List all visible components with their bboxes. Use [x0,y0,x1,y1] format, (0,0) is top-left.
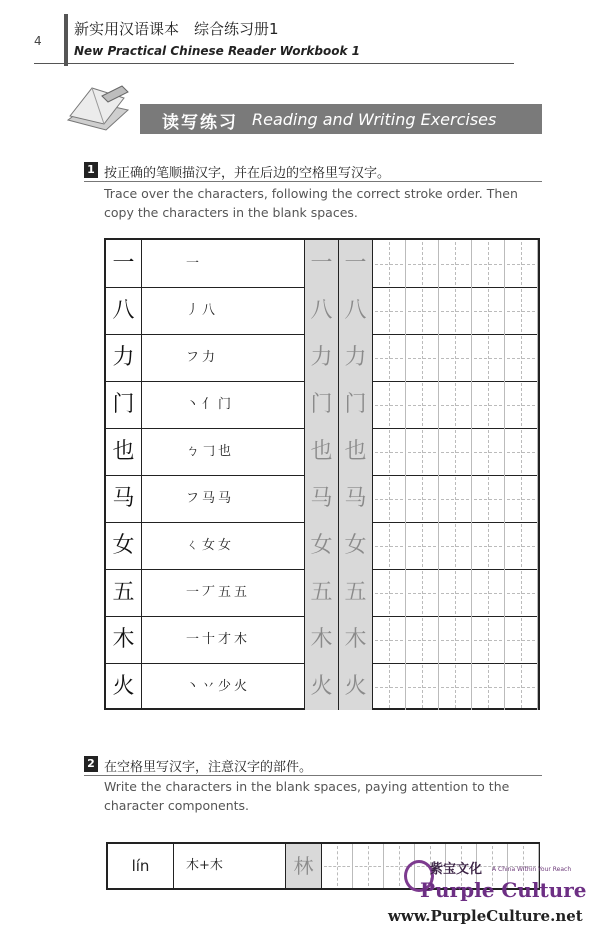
blank-writing-cell[interactable] [472,663,505,710]
trace-cell[interactable]: 林 [286,844,322,888]
watermark-name-cn: 紫宝文化 [430,862,483,877]
components-cell: 木+木 [174,844,286,888]
trace-cell[interactable]: 女 [339,522,373,569]
grid-row [106,522,538,570]
blank-writing-cell[interactable] [439,287,472,334]
trace-cell[interactable]: 五 [305,569,339,616]
grid-row [106,428,538,476]
stroke-order: 一丆五五 [142,569,305,616]
stroke-order: フ马马 [142,475,305,522]
pinyin-cell: lín [108,844,174,888]
model-character: 也 [106,428,142,475]
blank-writing-cell[interactable] [406,428,439,475]
trace-cell[interactable]: 门 [339,381,373,428]
stroke-order: ㄅ𠃌也 [142,428,305,475]
blank-writing-cell[interactable] [472,475,505,522]
trace-cell[interactable]: 一 [305,240,339,287]
exercise-instruction-en: Write the characters in the blank spaces, paying attention to the character components. [104,779,510,813]
model-character: 一 [106,240,142,287]
exercise-number: 1 [84,162,98,178]
blank-writing-cell[interactable] [439,569,472,616]
blank-writing-cell[interactable] [373,287,406,334]
blank-writing-cell[interactable] [439,522,472,569]
model-character: 火 [106,663,142,710]
grid-row [106,287,538,335]
model-character: 木 [106,616,142,663]
grid-row [106,616,538,664]
blank-writing-cell[interactable] [439,334,472,381]
page-number: 4 [34,34,42,48]
trace-cell[interactable]: 也 [339,428,373,475]
blank-writing-cell[interactable] [373,334,406,381]
blank-writing-cell[interactable] [373,240,406,287]
blank-writing-cell[interactable] [505,663,538,710]
blank-writing-cell[interactable] [439,381,472,428]
section-title-cn: 读写练习 [162,113,238,133]
stroke-order: 一 [142,240,305,287]
grid-row [106,240,538,288]
blank-writing-cell[interactable] [373,663,406,710]
blank-writing-cell[interactable] [505,522,538,569]
model-character: 门 [106,381,142,428]
trace-cell[interactable]: 也 [305,428,339,475]
stroke-order: 丶丷少火 [142,663,305,710]
model-character: 力 [106,334,142,381]
blank-writing-cell[interactable] [505,287,538,334]
blank-writing-cell[interactable] [406,475,439,522]
stroke-order: 一十才木 [142,616,305,663]
blank-writing-cell[interactable] [353,844,384,888]
blank-writing-cell[interactable] [406,381,439,428]
model-character: 女 [106,522,142,569]
blank-writing-cell[interactable] [505,569,538,616]
book-title-cn: 新实用汉语课本 综合练习册1 [74,20,279,38]
blank-writing-cell[interactable] [373,381,406,428]
trace-cell[interactable]: 女 [305,522,339,569]
blank-writing-cell[interactable] [373,616,406,663]
exercise-rule [84,181,542,182]
watermark-tagline: A China Within Your Reach [492,866,572,873]
trace-cell[interactable]: 马 [339,475,373,522]
blank-writing-cell[interactable] [406,287,439,334]
blank-writing-cell[interactable] [472,240,505,287]
blank-writing-cell[interactable] [373,522,406,569]
blank-writing-cell[interactable] [406,569,439,616]
trace-cell[interactable]: 一 [339,240,373,287]
trace-cell[interactable]: 力 [305,334,339,381]
exercise-number: 2 [84,756,98,772]
trace-cell[interactable]: 木 [339,616,373,663]
trace-cell[interactable]: 五 [339,569,373,616]
blank-writing-cell[interactable] [439,616,472,663]
blank-writing-cell[interactable] [505,428,538,475]
model-character: 五 [106,569,142,616]
stroke-order-grid [104,238,540,710]
blank-writing-cell[interactable] [439,663,472,710]
blank-writing-cell[interactable] [322,844,353,888]
exercise-rule [84,775,542,776]
trace-cell[interactable]: 力 [339,334,373,381]
model-character: 马 [106,475,142,522]
grid-row [106,381,538,429]
header-bar [64,14,68,66]
grid-row [106,569,538,617]
exercise-instruction-cn: 在空格里写汉字，注意汉字的部件。 [104,760,313,775]
blank-writing-cell[interactable] [406,240,439,287]
blank-writing-cell[interactable] [439,240,472,287]
watermark-url: www.PurpleCulture.net [388,907,583,925]
blank-writing-cell[interactable] [472,334,505,381]
blank-writing-cell[interactable] [505,616,538,663]
blank-writing-cell[interactable] [406,616,439,663]
stroke-order: 丿八 [142,287,305,334]
blank-writing-cell[interactable] [406,663,439,710]
blank-writing-cell[interactable] [373,569,406,616]
blank-writing-cell[interactable] [373,475,406,522]
blank-writing-cell[interactable] [439,428,472,475]
blank-writing-cell[interactable] [505,240,538,287]
blank-writing-cell[interactable] [472,381,505,428]
stroke-order: 丶亻门 [142,381,305,428]
grid-row [106,663,538,710]
watermark-brand: Purple Culture [420,878,587,902]
trace-cell[interactable]: 八 [339,287,373,334]
blank-writing-cell[interactable] [472,287,505,334]
trace-cell[interactable]: 木 [305,616,339,663]
section-title-en: Reading and Writing Exercises [252,110,497,129]
blank-writing-cell[interactable] [406,522,439,569]
stroke-order: フ力 [142,334,305,381]
blank-writing-cell[interactable] [472,569,505,616]
grid-row [106,475,538,523]
trace-cell[interactable]: 火 [339,663,373,710]
blank-writing-cell[interactable] [505,334,538,381]
blank-writing-cell[interactable] [505,381,538,428]
blank-writing-cell[interactable] [373,428,406,475]
book-icon [62,80,134,138]
book-title-en: New Practical Chinese Reader Workbook 1 [74,44,360,58]
trace-cell[interactable]: 火 [305,663,339,710]
stroke-order: ㄑ女女 [142,522,305,569]
trace-cell[interactable]: 马 [305,475,339,522]
header-rule [34,63,514,64]
blank-writing-cell[interactable] [472,522,505,569]
grid-row [106,334,538,382]
model-character: 八 [106,287,142,334]
exercise-instruction-en: Trace over the characters, following the correct stroke order. Then copy the characters in the blank spaces. [104,186,518,220]
blank-writing-cell[interactable] [505,475,538,522]
trace-cell[interactable]: 八 [305,287,339,334]
trace-cell[interactable]: 门 [305,381,339,428]
blank-writing-cell[interactable] [439,475,472,522]
blank-writing-cell[interactable] [472,428,505,475]
exercise-instruction-cn: 按正确的笔顺描汉字，并在后边的空格里写汉字。 [104,166,391,181]
blank-writing-cell[interactable] [472,616,505,663]
blank-writing-cell[interactable] [406,334,439,381]
